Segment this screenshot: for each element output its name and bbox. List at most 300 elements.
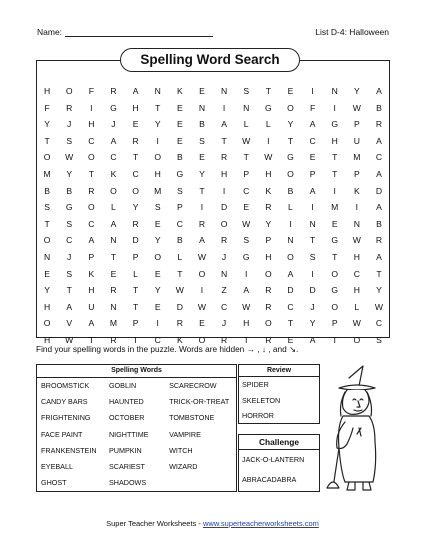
grid-letter: S (66, 135, 73, 146)
grid-letter: T (110, 251, 117, 262)
grid-letter: T (221, 135, 227, 146)
grid-letter: H (43, 301, 51, 312)
grid-letter: C (154, 334, 161, 345)
grid-letter: H (243, 318, 250, 329)
grid-letter: P (353, 119, 360, 130)
challenge-heading: Challenge (239, 435, 319, 450)
grid-letter: E (132, 119, 139, 130)
grid-letter: O (198, 268, 206, 279)
grid-letter: I (311, 86, 314, 96)
grid-letter: C (132, 168, 139, 179)
grid-letter: H (220, 168, 228, 179)
grid-letter: G (287, 152, 294, 163)
grid-letter: R (220, 235, 228, 246)
grid-letter: Y (44, 119, 50, 130)
grid-letter: A (309, 119, 316, 130)
footer (0, 519, 425, 528)
grid-letter: K (176, 334, 183, 345)
grid-letter: F (309, 102, 316, 113)
grid-letter: O (43, 235, 51, 246)
footer-link[interactable]: www.superteacherworksheets.com (202, 519, 319, 528)
grid-letter: E (199, 152, 205, 163)
grid-letter: P (176, 202, 183, 213)
grid-letter: S (243, 235, 250, 246)
grid-letter: A (376, 251, 382, 262)
grid-letter: Y (309, 318, 316, 329)
grid-letter: E (243, 202, 250, 213)
grid-letter: G (110, 102, 117, 113)
name-field (37, 27, 213, 37)
grid-letter: T (88, 334, 94, 345)
word-row (37, 394, 236, 410)
grid-letter: B (176, 152, 183, 163)
grid-letter: W (65, 152, 74, 163)
grid-letter: T (243, 152, 249, 163)
grid-letter: C (220, 301, 228, 312)
grid-letter: M (331, 202, 339, 213)
grid-letter: I (311, 268, 314, 279)
grid-letter: N (198, 102, 206, 113)
grid-letter: P (132, 251, 139, 262)
grid-row (36, 299, 390, 316)
spelling-word: CANDY BARS (41, 397, 88, 407)
grid-letter: T (332, 152, 338, 163)
grid-row (36, 232, 390, 249)
grid-letter: I (222, 185, 226, 196)
grid-letter: T (155, 102, 161, 113)
grid-letter: S (66, 218, 73, 229)
grid-letter: N (43, 251, 51, 262)
grid-letter: K (88, 268, 95, 279)
grid-letter: H (265, 168, 272, 179)
grid-letter: E (309, 152, 316, 163)
spelling-word: SCARECROW (169, 381, 217, 390)
spelling-word: VAMPIRE (169, 429, 201, 439)
grid-letter: E (287, 86, 294, 96)
grid-letter: D (132, 235, 139, 246)
grid-letter: E (154, 268, 161, 279)
grid-letter: E (199, 318, 205, 329)
grid-letter: A (309, 185, 316, 196)
grid-letter: N (220, 86, 228, 96)
grid-letter: H (43, 86, 51, 96)
grid-letter: G (264, 102, 272, 113)
grid-letter: C (375, 152, 383, 163)
grid-letter: A (221, 119, 227, 130)
grid-letter: S (243, 86, 250, 96)
spelling-word: GHOST (41, 478, 67, 488)
grid-letter: C (176, 218, 183, 229)
grid-letter: W (264, 152, 273, 163)
grid-letter: J (221, 318, 227, 329)
grid-letter: R (132, 218, 139, 229)
grid-letter: H (353, 285, 360, 296)
grid-letter: I (267, 135, 270, 146)
grid-letter: T (66, 285, 72, 296)
grid-letter: D (220, 202, 228, 213)
grid-letter: O (154, 152, 162, 163)
grid-letter: M (353, 152, 361, 163)
word-row (37, 475, 236, 491)
grid-letter: G (331, 235, 339, 246)
grid-letter: H (43, 334, 51, 345)
grid-letter: O (43, 152, 51, 163)
grid-letter: C (243, 185, 250, 196)
grid-letter: U (88, 301, 95, 312)
letter-grid (36, 83, 390, 349)
grid-letter: H (154, 168, 161, 179)
grid-row (36, 100, 390, 117)
grid-letter: E (154, 301, 161, 312)
grid-letter: W (242, 301, 251, 312)
grid-letter: T (177, 268, 183, 279)
grid-letter: G (331, 285, 339, 296)
grid-letter: W (352, 102, 361, 113)
grid-letter: P (309, 168, 316, 179)
grid-letter: O (331, 301, 339, 312)
grid-letter: Y (132, 202, 139, 213)
grid-letter: D (176, 301, 183, 312)
grid-letter: O (87, 152, 95, 163)
grid-letter: J (67, 119, 72, 130)
grid-letter: L (177, 251, 183, 262)
grid-letter: R (110, 285, 117, 296)
grid-letter: R (110, 86, 117, 96)
grid-letter: K (353, 185, 360, 196)
grid-letter: H (88, 285, 95, 296)
grid-letter: Y (66, 168, 73, 179)
grid-letter: I (244, 268, 248, 279)
review-word: SKELETON (242, 395, 281, 405)
grid-letter: B (376, 102, 382, 113)
grid-letter: W (197, 251, 206, 262)
grid-letter: P (132, 318, 139, 329)
grid-letter: Y (154, 119, 161, 130)
grid-letter: C (309, 135, 316, 146)
grid-letter: H (132, 102, 139, 113)
grid-letter: T (287, 135, 294, 146)
review-word: HORROR (242, 411, 274, 420)
instructions: Find your spelling words in the puzzle. Words are hidden → , ↓ , and ↘. (36, 344, 299, 354)
list-label: List D-4: Halloween (315, 27, 389, 37)
grid-letter: T (332, 251, 338, 262)
word-row (37, 378, 236, 394)
grid-letter: N (220, 268, 228, 279)
grid-letter: A (376, 135, 382, 146)
grid-letter: M (43, 168, 51, 179)
grid-letter: Y (154, 235, 161, 246)
grid-letter: T (88, 168, 94, 179)
name-line[interactable] (65, 27, 213, 37)
grid-letter: C (353, 268, 360, 279)
grid-letter: R (88, 185, 95, 196)
grid-letter: T (44, 218, 50, 229)
grid-letter: O (43, 318, 51, 329)
grid-letter: B (199, 119, 205, 130)
grid-letter: T (44, 135, 50, 146)
grid-letter: F (88, 86, 94, 96)
grid-row (36, 199, 390, 216)
grid-letter: A (376, 168, 382, 179)
grid-letter: P (88, 251, 95, 262)
grid-letter: O (264, 318, 272, 329)
grid-letter: A (88, 235, 95, 246)
grid-letter: U (353, 135, 360, 146)
grid-letter: Y (287, 119, 294, 130)
grid-letter: P (265, 235, 272, 246)
spelling-word: HAUNTED (108, 397, 144, 407)
grid-letter: R (375, 119, 383, 130)
grid-letter: L (354, 301, 360, 312)
grid-letter: I (289, 218, 292, 229)
grid-letter: T (332, 168, 338, 179)
review-heading: Review (239, 365, 319, 377)
grid-letter: E (176, 119, 183, 130)
grid-letter: T (132, 301, 139, 312)
spelling-word: WIZARD (169, 461, 198, 471)
spelling-word: BROOMSTICK (41, 381, 90, 390)
grid-letter: J (221, 251, 227, 262)
grid-letter: A (88, 318, 95, 329)
grid-letter: T (243, 334, 249, 345)
grid-letter: P (331, 318, 338, 329)
word-row (37, 410, 236, 426)
grid-letter: E (176, 102, 183, 113)
grid-letter: S (44, 202, 50, 213)
grid-letter: B (287, 185, 294, 196)
grid-letter: J (310, 301, 315, 312)
grid-letter: R (265, 285, 272, 296)
grid-letter: W (374, 301, 383, 312)
grid-letter: W (242, 218, 251, 229)
grid-letter: L (265, 119, 271, 130)
grid-letter: M (154, 185, 162, 196)
spelling-word: EYEBALL (41, 461, 73, 471)
grid-letter: K (265, 185, 272, 196)
spelling-word: FRANKENSTEIN (41, 445, 97, 455)
grid-letter: H (88, 119, 95, 130)
word-row (37, 427, 236, 443)
grid-letter: R (110, 334, 117, 345)
grid-letter: V (66, 318, 73, 329)
grid-letter: Y (44, 285, 50, 296)
spelling-words-heading: Spelling Words (37, 365, 236, 378)
grid-letter: Y (265, 218, 272, 229)
grid-letter: Z (221, 285, 227, 296)
grid-row (36, 249, 390, 266)
grid-letter: I (90, 102, 93, 113)
grid-letter: C (375, 318, 383, 329)
spelling-word: NIGHTTIME (108, 429, 149, 439)
grid-letter: C (287, 301, 294, 312)
grid-letter: S (376, 334, 382, 345)
grid-letter: N (154, 86, 161, 96)
grid-letter: B (376, 218, 382, 229)
grid-letter: W (65, 334, 74, 345)
grid-letter: T (309, 235, 316, 246)
grid-row (36, 133, 390, 150)
grid-letter: O (220, 218, 228, 229)
grid-letter: A (110, 218, 117, 229)
grid-letter: R (375, 235, 383, 246)
spelling-word (166, 475, 236, 491)
grid-row (36, 166, 390, 183)
grid-letter: K (110, 168, 117, 179)
grid-letter: P (353, 168, 360, 179)
grid-row (36, 266, 390, 283)
grid-letter: S (66, 268, 73, 279)
grid-letter: I (333, 102, 336, 113)
spelling-word: TRICK-OR-TREAT (169, 397, 230, 407)
grid-letter: O (65, 86, 73, 96)
grid-row (36, 282, 390, 299)
grid-letter: H (331, 135, 338, 146)
grid-letter: R (265, 301, 272, 312)
grid-letter: C (88, 135, 95, 146)
grid-letter: L (288, 202, 293, 213)
grid-letter: R (176, 318, 183, 329)
grid-letter: D (375, 185, 383, 196)
spelling-word: FACE PAINT (41, 429, 83, 439)
grid-letter: J (111, 119, 116, 130)
grid-letter: F (44, 102, 50, 113)
name-label: Name: (37, 27, 63, 37)
grid-letter: R (132, 135, 139, 146)
grid-letter: O (132, 185, 139, 196)
grid-letter: A (199, 235, 205, 246)
spelling-words-box (36, 364, 237, 492)
grid-letter: O (110, 185, 117, 196)
grid-letter: R (265, 202, 272, 213)
grid-letter: W (352, 235, 361, 246)
spelling-word: SCARIEST (108, 461, 145, 471)
grid-letter: N (287, 235, 294, 246)
grid-letter: O (353, 334, 361, 345)
grid-letter: M (109, 318, 118, 329)
grid-row (36, 183, 390, 200)
grid-letter: G (242, 251, 250, 262)
grid-letter: B (44, 185, 50, 196)
grid-letter: S (199, 135, 205, 146)
grid-letter: S (309, 251, 316, 262)
grid-letter: A (66, 301, 73, 312)
grid-letter: H (353, 251, 360, 262)
challenge-word: ABRACADABRA (242, 475, 297, 484)
grid-letter: I (134, 334, 137, 345)
footer-text: Super Teacher Worksheets - (106, 519, 203, 528)
grid-letter: C (66, 235, 73, 246)
grid-letter: N (353, 218, 360, 229)
grid-letter: I (200, 202, 204, 213)
grid-letter: N (110, 235, 117, 246)
grid-letter: A (376, 86, 382, 96)
spelling-word: FRIGHTENING (41, 413, 91, 423)
grid-letter: I (222, 102, 226, 113)
grid-letter: A (309, 334, 316, 345)
challenge-word: JACK-O-LANTERN (242, 455, 305, 464)
grid-row (36, 149, 390, 166)
grid-letter: K (176, 86, 183, 96)
grid-letter: G (176, 168, 184, 179)
grid-letter: A (376, 202, 382, 213)
witch-illustration-icon (323, 364, 393, 494)
grid-letter: W (242, 135, 251, 146)
grid-letter: G (331, 119, 339, 130)
grid-letter: N (110, 301, 117, 312)
review-word: SPIDER (242, 380, 269, 389)
grid-letter: E (287, 334, 294, 345)
grid-letter: L (133, 268, 138, 279)
grid-row (36, 83, 390, 100)
grid-letter: T (132, 152, 139, 163)
grid-row (36, 216, 390, 233)
grid-letter: H (265, 251, 272, 262)
grid-letter: W (175, 285, 184, 296)
grid-letter: W (352, 318, 361, 329)
grid-letter: R (220, 152, 228, 163)
grid-letter: I (311, 202, 314, 213)
grid-letter: L (243, 119, 249, 130)
grid-letter: E (44, 268, 50, 279)
grid-letter: R (220, 334, 228, 345)
grid-letter: I (333, 185, 336, 196)
grid-letter: I (156, 318, 159, 329)
grid-letter: O (287, 168, 294, 179)
grid-letter: W (197, 301, 206, 312)
grid-letter: B (66, 185, 73, 196)
grid-letter: Y (199, 168, 205, 179)
grid-letter: R (66, 102, 73, 113)
spelling-word: SHADOWS (108, 478, 147, 488)
grid-letter: D (287, 285, 294, 296)
grid-letter: A (243, 285, 250, 296)
grid-letter: Y (353, 86, 360, 96)
grid-letter: T (199, 185, 205, 196)
grid-letter: C (110, 152, 117, 163)
spelling-word: GOBLIN (108, 381, 137, 390)
spelling-word: WITCH (169, 445, 193, 455)
grid-row (36, 116, 390, 133)
grid-letter: Y (376, 285, 382, 296)
grid-letter: S (176, 185, 183, 196)
grid-letter: O (264, 268, 272, 279)
grid-row (36, 315, 390, 332)
grid-letter: Y (154, 285, 161, 296)
grid-letter: B (176, 235, 183, 246)
spelling-word: OCTOBER (108, 413, 145, 423)
word-row (37, 443, 236, 459)
grid-letter: O (87, 202, 95, 213)
grid-letter: S (154, 202, 161, 213)
grid-letter: J (67, 251, 72, 262)
grid-letter: I (355, 202, 358, 213)
grid-letter: A (132, 86, 139, 96)
grid-letter: E (154, 218, 161, 229)
grid-letter: O (287, 102, 294, 113)
grid-letter: O (331, 268, 339, 279)
grid-letter: E (110, 268, 117, 279)
grid-letter: N (309, 218, 316, 229)
grid-letter: R (265, 334, 272, 345)
grid-letter: O (154, 251, 162, 262)
grid-letter: D (309, 285, 316, 296)
challenge-box (238, 434, 320, 492)
grid-letter: T (265, 86, 271, 96)
grid-letter: T (132, 285, 139, 296)
grid-letter: E (199, 86, 205, 96)
grid-letter: E (176, 135, 183, 146)
spelling-word: PUMPKIN (108, 445, 142, 455)
